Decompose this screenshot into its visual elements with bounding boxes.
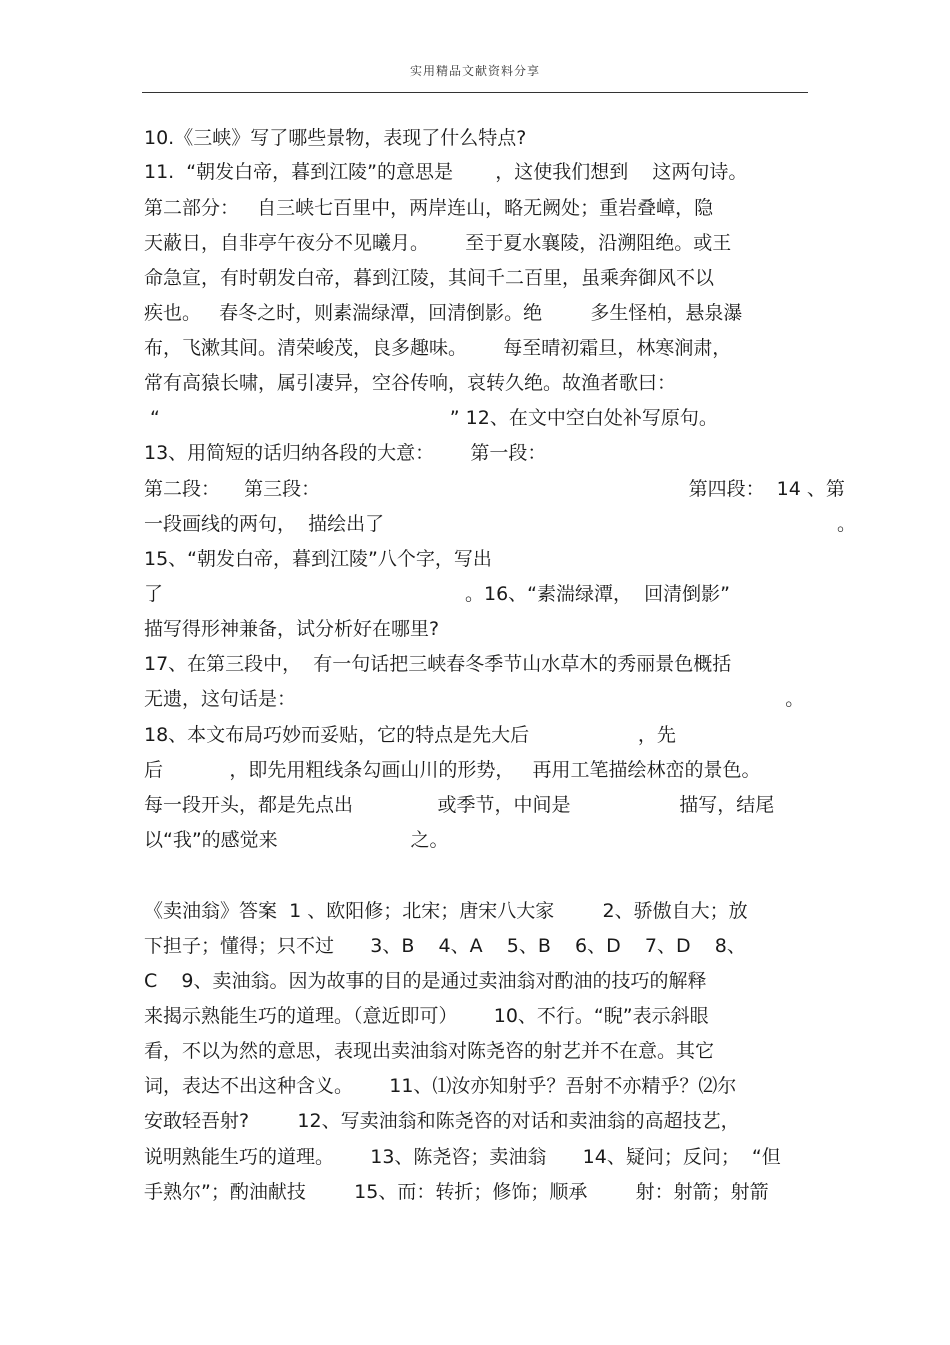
text-line: 10.《三峡》写了哪些景物，表现了什么特点?: [144, 127, 527, 149]
text-line: 看，不以为然的意思，表现出卖油翁对陈尧咨的射艺并不在意。其它: [144, 1040, 715, 1062]
text-line: 后 ，即先用粗线条勾画山川的形势， 再用工笔描绘林峦的景色。: [144, 759, 761, 781]
text-line: 一段画线的两句， 描绘出了 。: [144, 513, 857, 535]
text-line: 无遗，这句话是： 。: [144, 688, 805, 710]
text-line: 每一段开头，都是先点出 或季节，中间是 描写，结尾: [144, 794, 775, 816]
text-line: 布，飞漱其间。清荣峻茂，良多趣味。 每至晴初霜旦，林寒涧肃，: [144, 337, 732, 359]
text-line: 以“我”的感觉来 之。: [144, 829, 449, 851]
text-line: 命急宣，有时朝发白帝，暮到江陵，其间千二百里，虽乘奔御风不以: [144, 267, 715, 289]
text-line: 15、“朝发白帝，暮到江陵”八个字，写出: [144, 548, 492, 570]
text-line: 13、用简短的话归纳各段的大意： 第一段：: [144, 442, 547, 464]
text-line: 了 。16、“素湍绿潭， 回清倒影”: [144, 583, 730, 605]
text-line: 17、在第三段中， 有一句话把三峡春冬季节山水草木的秀丽景色概括: [144, 653, 732, 675]
text-line: 说明熟能生巧的道理。 13、陈尧咨；卖油翁 14、疑问；反问； “但: [144, 1146, 781, 1168]
text-line: 疾也。 春冬之时，则素湍绿潭，回清倒影。绝 多生怪柏，悬泉瀑: [144, 302, 743, 324]
text-line: 来揭示熟能生巧的道理。（意近即可） 10、不行。“睨”表示斜眼: [144, 1005, 709, 1027]
text-line: 下担子；懂得；只不过 3、B 4、A 5、B 6、D 7、D 8、: [144, 935, 746, 957]
text-line: 《卖油翁》答案 1 、欧阳修；北宋；唐宋八大家 2、骄傲自大；放: [144, 900, 748, 922]
text-line: 手熟尔”；酌油献技 15、而：转折；修饰；顺承 射：射箭；射箭: [144, 1181, 769, 1203]
text-line: “ ” 12、在文中空白处补写原句。: [144, 407, 718, 429]
text-line: 描写得形神兼备，试分析好在哪里?: [144, 618, 440, 640]
text-line: 天蔽日，自非亭午夜分不见曦月。 至于夏水襄陵，沿溯阻绝。或王: [144, 232, 732, 254]
text-line: 词，表达不出这种含义。 11、⑴汝亦知射乎？吾射不亦精乎？⑵尔: [144, 1075, 737, 1097]
text-line: 第二段： 第三段： 第四段： 14 、第: [144, 478, 845, 500]
header-divider: [142, 92, 808, 93]
page-header-title: 实用精品文献资料分享: [409, 64, 540, 78]
text-line: C 9、卖油翁。因为故事的目的是通过卖油翁对酌油的技巧的解释: [144, 970, 707, 992]
text-line: 安敢轻吾射? 12、写卖油翁和陈尧咨的对话和卖油翁的高超技艺，: [144, 1110, 740, 1132]
text-line: 11. “朝发白帝，暮到江陵”的意思是 ，这使我们想到 这两句诗。: [144, 161, 748, 183]
text-line: 常有高猿长啸，属引凄异，空谷传响，哀转久绝。故渔者歌曰：: [144, 372, 677, 394]
text-line: 18、本文布局巧妙而妥贴，它的特点是先大后 ，先: [144, 724, 676, 746]
text-line: 第二部分： 自三峡七百里中，两岸连山，略无阙处；重岩叠嶂，隐: [144, 197, 714, 219]
